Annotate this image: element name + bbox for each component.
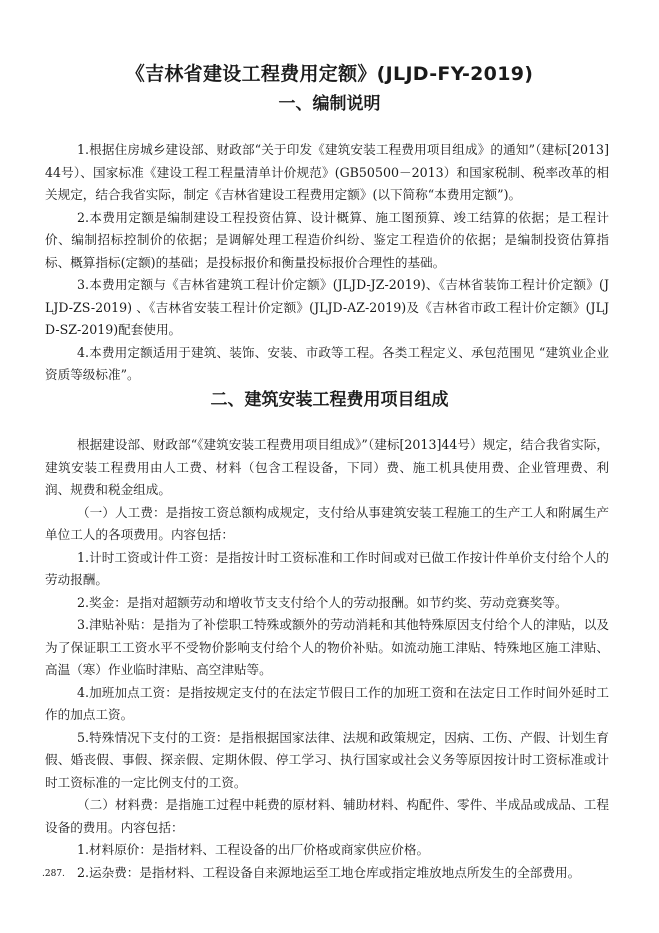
section-1-body	[45, 139, 609, 387]
section-2-paragraph: 根据建设部、财政部“《建筑安装工程费用项目组成》”（建标[2013]44号）规定，结合我省实际，建筑安装工程费用由人工费、材料（包含工程设备，下同）费、施工机具使用费、企业管理费、利润、规费和税金组成。	[45, 437, 609, 497]
section-2-paragraph: 1.计时工资或计件工资：是指按计时工资标准和工作时间或对已做工作按计件单价支付给个人的劳动报酬。	[45, 549, 609, 587]
section-2-paragraph: （二）材料费：是指施工过程中耗费的原材料、辅助材料、构配件、零件、半成品或成品、工程设备的费用。内容包括：	[45, 797, 609, 835]
section-2-heading: 二、建筑安装工程费用项目组成	[210, 390, 449, 410]
section-2-paragraph: 3.津贴补贴：是指为了补偿职工特殊或额外的劳动消耗和其他特殊原因支付给个人的津贴，以及为了保证职工工资水平不受物价影响支付给个人的物价补贴。如流动施工津贴、特殊地区施工津贴、高温（寒）作业临时津贴、高空津贴等。	[45, 617, 609, 677]
section-1-paragraph: 3.本费用定额与《吉林省建筑工程计价定额》(JLJD-JZ-2019)、《吉林省装饰工程计价定额》(JLJD-ZS-2019) 、《吉林省安装工程计价定额》(JLJD-AZ-2019)及《吉林省市政工程计价定额》(JLJD-SZ-2019)配套使用。	[45, 277, 609, 337]
section-1-heading: 一、编制说明	[278, 94, 381, 114]
section-2-paragraph: 5.特殊情况下支付的工资：是指根据国家法律、法规和政策规定，因病、工伤、产假、计划生育假、婚丧假、事假、探亲假、定期休假、停工学习、执行国家或社会义务等原因按计时工资标准或计时工资标准的一定比例支付的工资。	[45, 729, 609, 790]
section-2-body	[45, 434, 609, 884]
section-2-paragraph: （一）人工费：是指按工资总额构成规定，支付给从事建筑安装工程施工的生产工人和附属生产单位工人的各项费用。内容包括：	[45, 504, 609, 542]
section-2-paragraph: 1.材料原价：是指材料、工程设备的出厂价格或商家供应价格。	[77, 842, 430, 857]
page-number: .287.	[42, 869, 65, 879]
section-1-paragraph: 2.本费用定额是编制建设工程投资估算、设计概算、施工图预算、竣工结算的依据；是工程计价、编制招标控制价的依据；是调解处理工程造价纠纷、鉴定工程造价的依据；是编制投资估算指标、概算指标(定额)的基础；是投标报价和衡量投标报价合理性的基础。	[45, 209, 609, 270]
section-1-paragraph: 4.本费用定额适用于建筑、装饰、安装、市政等工程。各类工程定义、承包范围见 “建筑业企业资质等级标准”。	[45, 344, 609, 382]
section-2-paragraph: 2.奖金：是指对超额劳动和增收节支支付给个人的劳动报酬。如节约奖、劳动竞赛奖等。	[77, 594, 568, 610]
document-title: 《吉林省建设工程费用定额》(JLJD-FY-2019)	[125, 63, 534, 85]
section-2-paragraph: 4.加班加点工资：是指按规定支付的在法定节假日工作的加班工资和在法定日工作时间外延时工作的加点工资。	[45, 684, 609, 722]
section-2-paragraph: 2.运杂费：是指材料、工程设备自来源地运至工地仓库或指定堆放地点所发生的全部费用。	[77, 864, 581, 880]
section-1-paragraph: 1.根据住房城乡建设部、财政部“关于印发《建筑安装工程费用项目组成》的通知”（建标[2013]44号）、国家标准《建设工程工程量清单计价规范》(GB50500－2013）和国家税制、税率改革的相关规定，结合我省实际，制定《吉林省建设工程费用定额》(以下简称“本费用定额”)。	[45, 142, 609, 202]
